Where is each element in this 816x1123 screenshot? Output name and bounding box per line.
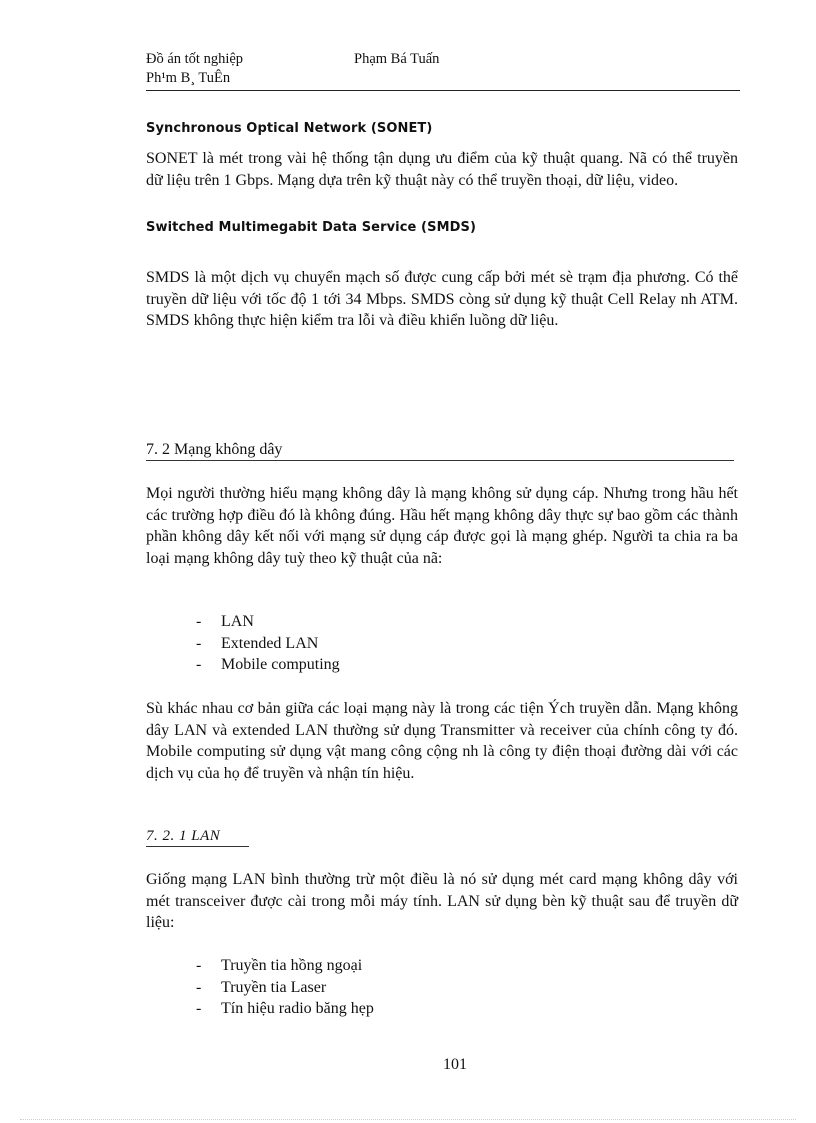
list-dash: - — [196, 634, 202, 652]
header-author-garbled: Ph¹m B¸ TuÊn — [146, 70, 231, 86]
smds-paragraph: SMDS là một dịch vụ chuyển mạch số được cung cấp bởi mét sè trạm địa phương. Có thể truyền dữ liệu với tốc độ 1 tới 34 Mbps. SMDS còng sử dụng kỹ thuật Cell Relay nh ATM. SMDS không thực hiện kiểm tra lỗi và điều khiển luồng dữ liệu. — [146, 269, 738, 329]
list-item-label: Truyền tia hồng ngoại — [221, 957, 363, 974]
sonet-heading: Synchronous Optical Network (SONET) — [146, 121, 433, 136]
subsection-title-lan: 7. 2. 1 LAN — [146, 826, 249, 847]
wireless-intro-paragraph: Mọi người thường hiểu mạng không dây là mạng không sử dụng cáp. Nhưng trong hầu hết các trường hợp điều đó là không đúng. Hầu hết mạng không dây thực sự bao gồm các thành phần không dây kết nối với mạng sử dụng cáp được gọi là mạng ghép. Người ta chia ra ba loại mạng không dây tuỳ theo kỹ thuật của nã: — [146, 485, 738, 567]
smds-heading: Switched Multimegabit Data Service (SMDS) — [146, 220, 476, 235]
sonet-paragraph: SONET là mét trong vài hệ thống tận dụng ưu điểm của kỹ thuật quang. Nã có thể truyền dữ liệu trên 1 Gbps. Mạng dựa trên kỹ thuật này có thể truyền thoại, dữ liệu, video. — [146, 150, 738, 189]
list-dash: - — [196, 978, 202, 996]
page-number: 101 — [443, 1056, 467, 1073]
list-item — [196, 998, 374, 1020]
wireless-types-list — [196, 611, 340, 676]
list-item — [196, 977, 374, 999]
page-bottom-border — [20, 1119, 796, 1120]
list-item — [196, 654, 340, 676]
list-item-label: Extended LAN — [221, 634, 319, 652]
section-title-wireless: 7. 2 Mạng không dây — [146, 440, 734, 461]
list-dash: - — [196, 1000, 202, 1017]
list-item — [196, 633, 340, 655]
list-item — [196, 611, 340, 633]
list-dash: - — [196, 613, 202, 630]
list-item — [196, 955, 374, 977]
list-item-label: Mobile computing — [221, 656, 340, 673]
page-header — [146, 50, 740, 88]
list-item-label: LAN — [221, 613, 254, 630]
list-dash: - — [196, 957, 202, 974]
list-dash: - — [196, 656, 202, 673]
header-author: Phạm Bá Tuấn — [354, 51, 440, 67]
lan-paragraph: Giống mạng LAN bình thường trừ một điều là nó sử dụng mét card mạng không dây với mét transceiver được cài trong mỗi máy tính. LAN sử dụng bèn kỹ thuật sau để truyền dữ liệu: — [146, 871, 738, 931]
lan-techniques-list — [196, 955, 374, 1020]
list-item-label: Truyền tia Laser — [221, 978, 327, 996]
header-divider — [146, 90, 740, 91]
header-title: Đồ án tốt nghiệp — [146, 51, 244, 67]
wireless-outro-paragraph: Sù khác nhau cơ bản giữa các loại mạng này là trong các tiện Ých truyền dẫn. Mạng không dây LAN và extended LAN thường sử dụng Transmitter và receiver của chính công ty đó. Mobile computing sử dụng vật mang công cộng nh là công ty điện thoại đường dài với các dịch vụ của họ để truyền và nhận tín hiệu. — [146, 700, 738, 782]
list-item-label: Tín hiệu radio băng hẹp — [221, 1000, 374, 1017]
